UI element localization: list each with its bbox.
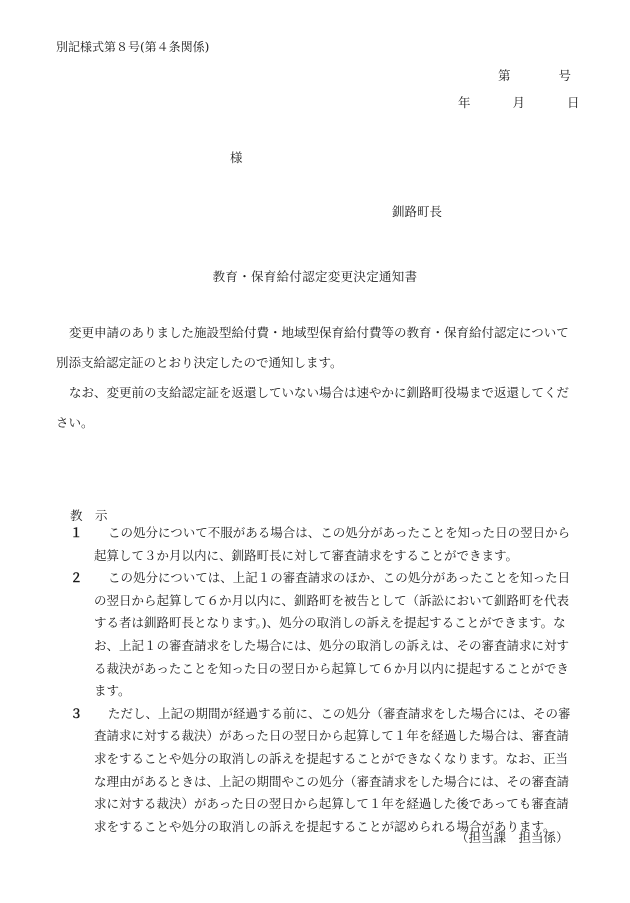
- notice-body: [56, 318, 576, 438]
- instruction-text: ただし、上記の期間が経過する前に、この処分（審査請求をした場合には、その審査請求に対する裁決）があった日の翌日から起算して１年を経過した場合は、審査請求をすることや処分の取消しの訴えを提起することができなくなります。なお、正当な理由があるときは、上記の期間やこの処分（審査請求をした場合には、その審査請求に対する裁決）があった日の翌日から起算して１年を経過した後であっても審査請求をすることや処分の取消しの訴えを提起することが認められる場合があります。: [94, 705, 571, 834]
- sender-name: 釧路町長: [392, 204, 443, 219]
- number-label-dai: 第: [498, 68, 511, 83]
- instruction-list: [70, 522, 580, 838]
- number-label-go: 号: [558, 68, 572, 83]
- instruction-item: [70, 567, 580, 703]
- document-number: [498, 66, 571, 84]
- instruction-item: [70, 522, 580, 567]
- document-title: 教育・保育給付認定変更決定通知書: [212, 269, 418, 284]
- date-year: 年: [458, 95, 471, 110]
- form-reference: 別記様式第８号(第４条関係): [56, 40, 210, 54]
- body-paragraph-2: なお、変更前の支給認定証を返還していない場合は速やかに釧路町役場まで返還してください。: [56, 385, 570, 430]
- date-day: 日: [567, 95, 580, 110]
- instruction-heading: 教 示: [70, 508, 108, 523]
- date-month: 月: [512, 95, 526, 110]
- document-date: [458, 93, 580, 111]
- instruction-text: この処分について不服がある場合は、この処分があったことを知った日の翌日から起算して３か月以内に、釧路町長に対して審査請求をすることができます。: [94, 525, 571, 563]
- instruction-item: [70, 703, 580, 839]
- instruction-number: ３: [70, 705, 83, 721]
- instruction-number: １: [70, 525, 83, 540]
- instruction-text: この処分については、上記１の審査請求のほか、この処分があったことを知った日の翌日から起算して６か月以内に、釧路町を被告として（訴訟において釧路町を代表する者は釧路町長となります。)、処分の取消しの訴えを提起することができます。なお、上記１の審査請求をした場合には、処分の取消しの訴えは、その審査請求に対する裁決があったことを知った日の翌日から起算して６か月以内に提起することができます。: [94, 570, 571, 699]
- instruction-number: ２: [70, 570, 83, 586]
- addressee: 様: [230, 150, 243, 165]
- contact-department: （担当課 担当係）: [456, 830, 569, 845]
- body-paragraph-1: 変更申請のありました施設型給付費・地域型保育給付費等の教育・保育給付認定について別添支給認定証のとおり決定したので通知します。: [56, 325, 569, 370]
